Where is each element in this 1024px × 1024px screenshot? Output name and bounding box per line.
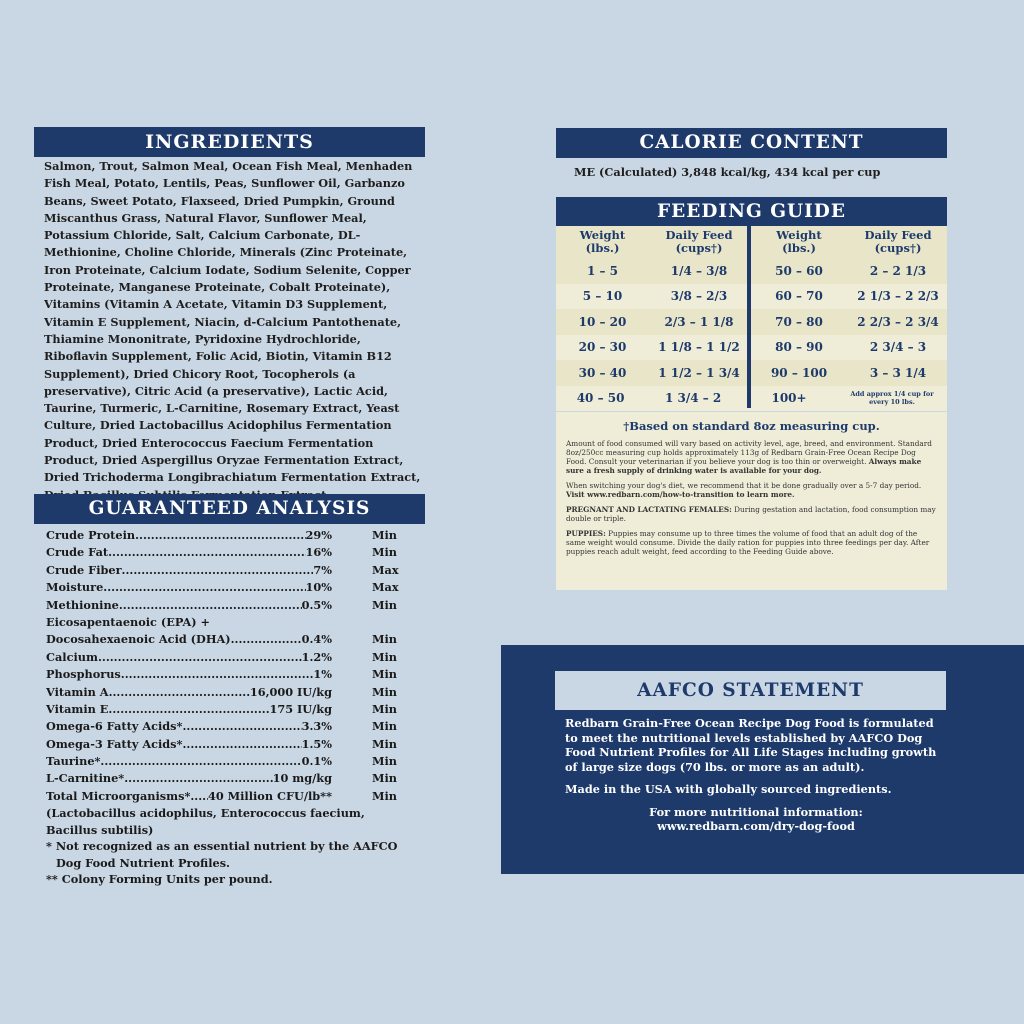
analysis-name: Vitamin E — [46, 701, 109, 716]
analysis-value: 0.4% — [301, 632, 332, 647]
analysis-unit: Min — [372, 754, 398, 769]
header-feed-2: Daily Feed — [864, 228, 932, 242]
analysis-name: Crude Fat — [46, 545, 109, 560]
analysis-row — [46, 753, 398, 770]
analysis-row — [46, 631, 398, 648]
analysis-unit: Min — [372, 771, 398, 786]
feeding-cell: 1 3/4 – 2 — [664, 391, 722, 406]
analysis-value: 10% — [305, 580, 332, 595]
aafco-made-in: Made in the USA with globally sourced ingredients. — [565, 782, 892, 796]
calorie-text: ME (Calculated) 3,848 kcal/kg, 434 kcal per cup — [574, 165, 881, 179]
analysis-name: Crude Protein — [46, 528, 136, 542]
analysis-unit: Max — [372, 580, 399, 595]
analysis-row — [46, 701, 398, 718]
analysis-unit: Min — [372, 788, 398, 803]
based-on-note: †Based on standard 8oz measuring cup. — [623, 419, 880, 433]
feeding-cell: Add approx 1/4 cup for every 10 lbs. — [850, 390, 934, 407]
header-feed-unit-2: (cups†) — [874, 241, 922, 255]
analysis-value: 10 mg/kg — [272, 771, 332, 786]
feeding-title: FEEDING GUIDE — [556, 197, 947, 226]
feeding-cell: 1 1/8 – 1 1/2 — [658, 340, 740, 355]
analysis-unit: Max — [372, 562, 399, 577]
analysis-name: Moisture — [46, 580, 104, 595]
feeding-cell: 1 – 5 — [586, 263, 619, 278]
header-weight: Weight — [579, 228, 626, 242]
analysis-value: 16,000 IU/kg — [249, 684, 332, 699]
feeding-cell: 90 – 100 — [770, 365, 828, 380]
feeding-cell: 2 – 2 1/3 — [869, 263, 927, 278]
analysis-table — [46, 527, 398, 888]
analysis-title: GUARANTEED ANALYSIS — [34, 494, 425, 524]
feeding-cell: 100+ — [771, 391, 807, 406]
analysis-row — [46, 684, 398, 701]
analysis-unit: Min — [372, 649, 398, 664]
analysis-row — [46, 562, 398, 579]
feeding-note-2: When switching your dog's diet, we recommend that it be done gradually over a 5-7 day period. Visit www.redbarn.com/how-to-transition to learn more. — [566, 481, 922, 499]
aafco-more-info: For more nutritional information: — [649, 804, 863, 819]
analysis-value: 29% — [305, 528, 332, 542]
footnote-1: * Not recognized as an essential nutrient by the AAFCO — [46, 839, 398, 854]
analysis-value: 0.1% — [301, 754, 332, 769]
analysis-unit: Min — [372, 701, 398, 716]
feeding-cell: 2 3/4 – 3 — [869, 340, 927, 355]
feeding-cell: 40 – 50 — [576, 391, 625, 406]
microorganisms-note: (Lactobacillus acidophilus, Enterococcus faecium, Bacillus subtilis) — [46, 806, 365, 837]
analysis-row — [46, 649, 398, 666]
feeding-row — [556, 309, 947, 335]
feeding-note-1: Amount of food consumed will vary based on activity level, age, breed, and environment. Standard 8oz/250cc measuring cup holds approximately 113g of Redbarn Grain-Free Ocean Recipe Dog Food. Consult your veterinarian if you believe your dog is too thin or overweight. Always make sure a fresh supply of drinking water is available for your dog. — [566, 439, 932, 475]
analysis-name: Omega-3 Fatty Acids* — [46, 736, 183, 751]
feeding-cell: 50 – 60 — [775, 263, 823, 278]
analysis-name: L-Carnitine* — [46, 771, 125, 786]
analysis-name: Total Microorganisms* — [46, 788, 191, 803]
analysis-name: Calcium — [46, 649, 98, 664]
analysis-row — [46, 527, 398, 544]
analysis-unit: Min — [372, 684, 398, 699]
feeding-row — [556, 360, 947, 386]
analysis-unit: Min — [372, 719, 398, 734]
analysis-unit: Min — [372, 597, 398, 612]
analysis-row — [46, 597, 398, 614]
header-weight-unit: (lbs.) — [585, 241, 620, 255]
analysis-row — [46, 666, 398, 683]
analysis-name: Vitamin A — [46, 684, 109, 699]
feeding-cell: 10 – 20 — [578, 314, 627, 329]
analysis-value: 7% — [313, 562, 332, 577]
analysis-row — [46, 544, 398, 561]
analysis-value: 40 Million CFU/lb** — [207, 788, 332, 803]
analysis-value: 175 IU/kg — [269, 701, 332, 716]
feeding-cell: 1/4 – 3/8 — [670, 263, 728, 278]
feeding-table — [556, 226, 947, 411]
analysis-value: 0.5% — [301, 597, 332, 612]
analysis-name: Omega-6 Fatty Acids* — [46, 719, 183, 734]
feeding-cell: 3/8 – 2/3 — [670, 289, 728, 304]
feeding-row — [556, 258, 947, 284]
analysis-row — [46, 579, 398, 596]
analysis-row — [46, 736, 398, 753]
aafco-statement: Redbarn Grain-Free Ocean Recipe Dog Food is formulated to meet the nutritional levels established by AAFCO Dog Food Nutrient Profiles for All Life Stages including growth of large size dogs (70 lbs. or more as an adult). — [565, 716, 937, 774]
feeding-cell: 80 – 90 — [775, 340, 823, 355]
feeding-cell: 60 – 70 — [775, 289, 823, 304]
feeding-cell: 2 1/3 – 2 2/3 — [857, 289, 939, 304]
feeding-cell: 1 1/2 – 1 3/4 — [658, 365, 740, 380]
analysis-unit: Min — [372, 545, 398, 560]
feeding-notes — [556, 412, 947, 590]
analysis-value: 3.3% — [301, 719, 332, 734]
analysis-value: 1% — [313, 667, 332, 682]
analysis-unit: Min — [372, 632, 398, 647]
analysis-unit: Min — [372, 667, 398, 682]
analysis-row: Eicosapentaenoic (EPA) + — [46, 614, 211, 629]
aafco-url: www.redbarn.com/dry-dog-food — [657, 819, 855, 833]
feeding-row — [556, 335, 947, 361]
feeding-cell: 3 – 3 1/4 — [869, 365, 927, 380]
analysis-name: Methionine — [46, 597, 119, 612]
analysis-name: Taurine* — [46, 754, 101, 769]
analysis-row — [46, 770, 398, 787]
feeding-row — [556, 284, 947, 310]
header-feed-unit: (cups†) — [675, 241, 723, 255]
analysis-value: 16% — [305, 545, 332, 560]
aafco-title: AAFCO STATEMENT — [555, 671, 946, 710]
footnote-1b: Dog Food Nutrient Profiles. — [56, 855, 230, 870]
analysis-value: 1.2% — [301, 649, 332, 664]
feeding-note-4: PUPPIES: Puppies may consume up to three times the volume of food that an adult dog of the same weight would consume. Divide the daily ration for puppies into three feedings per day. After puppies reach adult weight, feed according to the Feeding Guide above. — [566, 529, 930, 556]
analysis-value: 1.5% — [301, 736, 332, 751]
feeding-note-3: PREGNANT AND LACTATING FEMALES: During gestation and lactation, food consumption may double or triple. — [566, 505, 936, 523]
feeding-cell: 5 – 10 — [582, 289, 623, 304]
analysis-name: Crude Fiber — [46, 562, 122, 577]
ingredients-title: INGREDIENTS — [34, 127, 425, 157]
aafco-text — [565, 716, 947, 834]
analysis-unit: Min — [372, 528, 398, 542]
analysis-name: Phosphorus — [46, 667, 121, 682]
header-feed: Daily Feed — [665, 228, 733, 242]
analysis-row — [46, 718, 398, 735]
feeding-cell: 30 – 40 — [578, 365, 627, 380]
calorie-title: CALORIE CONTENT — [556, 128, 947, 158]
footnote-2: ** Colony Forming Units per pound. — [46, 872, 273, 887]
feeding-cell: 20 – 30 — [578, 340, 627, 355]
feeding-cell: 2 2/3 – 2 3/4 — [857, 314, 939, 329]
feeding-cell: 2/3 – 1 1/8 — [664, 314, 734, 329]
feeding-cell: 70 – 80 — [775, 314, 823, 329]
analysis-name: Docosahexaenoic Acid (DHA) — [46, 632, 231, 647]
feeding-row — [556, 386, 947, 412]
analysis-row — [46, 788, 398, 805]
header-weight-2: Weight — [776, 228, 822, 242]
ingredients-text: Salmon, Trout, Salmon Meal, Ocean Fish Meal, Menhaden Fish Meal, Potato, Lentils, Peas, Sunflower Oil, Garbanzo Beans, Sweet Potato, Flaxseed, Dried Pumpkin, Ground Miscanthus Grass, Natural Flavor, Sunflower Meal, Potassium Chloride, Salt, Calcium Carbonate, DL-Methionine, Choline Chloride, Minerals (Zinc Proteinate, Iron Proteinate, Calcium Iodate, Sodium Selenite, Copper Proteinate, Manganese Proteinate, Cobalt Proteinate), Vitamins (Vitamin A Acetate, Vitamin D3 Supplement, Vitamin E Supplement, Niacin, d-Calcium Pantothenate, Thiamine Mononitrate, Pyridoxine Hydrochloride, Riboflavin Supplement, Folic Acid, Biotin, Vitamin B12 Supplement), Dried Chicory Root, Tocopherols (a preservative), Citric Acid (a preservative), Lactic Acid, Taurine, Turmeric, L-Carnitine, Rosemary Extract, Yeast Culture, Dried Lactobacillus Acidophilus Fermentation Product, Dried Enterococcus Faecium Fermentation Product, Dried Aspergillus Oryzae Fermentation Extract, Dried Trichoderma Longibrachiatum Fermentation Extract, — [44, 159, 421, 485]
analysis-unit: Min — [372, 736, 398, 751]
header-weight-unit-2: (lbs.) — [782, 241, 816, 255]
